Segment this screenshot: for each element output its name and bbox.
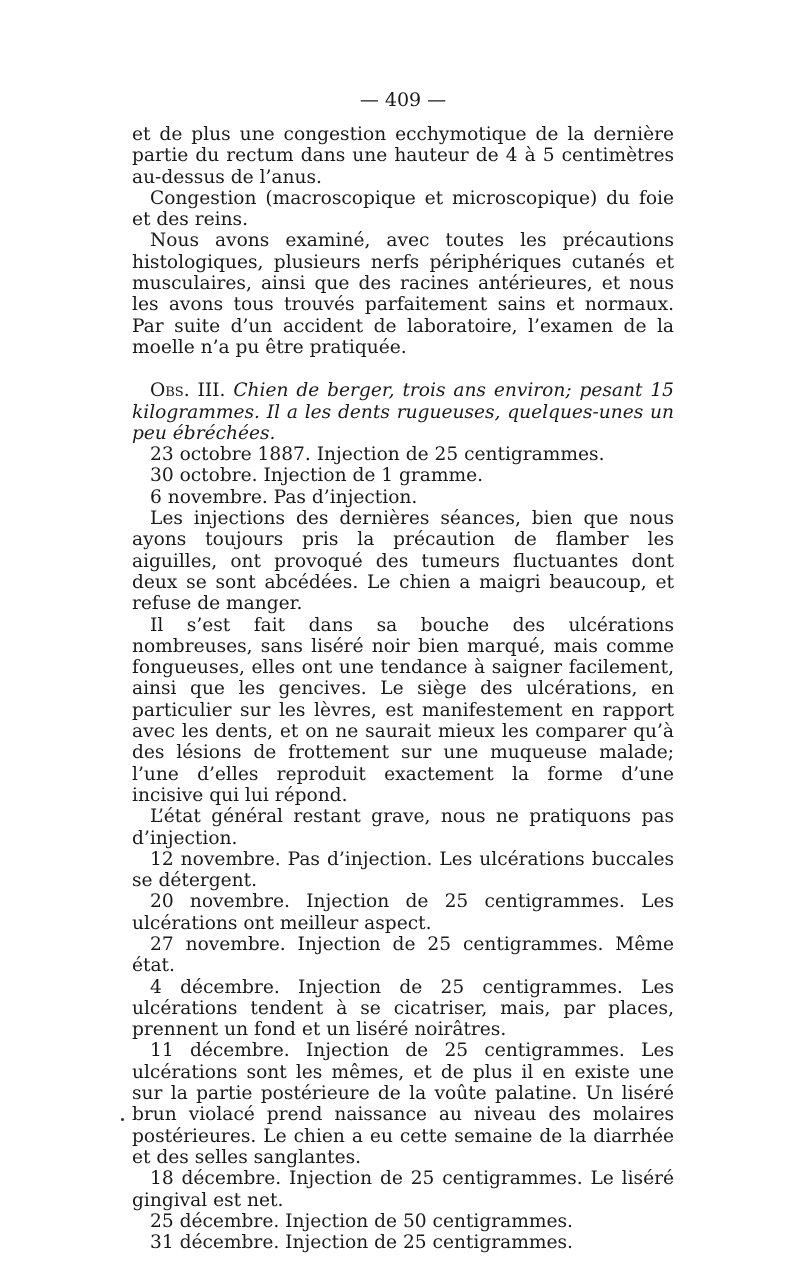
paragraph-continuation: et de plus une congestion ecchymotique de la dernière partie du rectum dans une hauteur de 4 à 5 centimètres au-dessus de l’anus. (132, 124, 674, 188)
page-number: — 409 — (359, 89, 447, 111)
entry-6-novembre: 6 novembre. Pas d’injection. (150, 486, 418, 508)
paragraph-etat-general: L’état général restant grave, nous ne pratiquons pas d’injection. (132, 806, 674, 849)
ink-speck (121, 1118, 124, 1121)
entry-30-octobre: 30 octobre. Injection de 1 gramme. (150, 465, 484, 487)
observation-title: Chien de berger, trois ans environ; pesant 15 kilogrammes. Il a les dents rugueuses, quelques-unes un peu ébréchées. (132, 380, 674, 444)
paragraph-congestion: Congestion (macroscopique et microscopique) du foie et des reins. (132, 187, 674, 231)
book-page (132, 88, 674, 1253)
observation-label: Obs. III. (150, 380, 226, 402)
paragraph-ulcerations: Il s’est fait dans sa bouche des ulcérations nombreuses, sans liséré noir bien marqué, mais comme fongueuses, elles ont une tendance à saigner facilement, ainsi que les gencives. Le siège des ulcérations, en particulier sur les lèvres, est manifestement en rapport avec les dents, et on ne saurait mieux les comparer qu’à des lésions de frottement sur une muqueuse malade; l’une d’elles reproduit exactement la forme d’une incisive qui lui répond. (132, 614, 674, 806)
entry-27-novembre: 27 novembre. Injection de 25 centigrammes. Même état. (132, 933, 674, 977)
entry-4-decembre: 4 décembre. Injection de 25 centigrammes. Les ulcérations tendent à se cicatriser, mais, par places, prennent un fond et un liséré noirâtres. (132, 976, 674, 1041)
section-gap (132, 358, 674, 380)
entry-18-decembre: 18 décembre. Injection de 25 centigrammes. Le liséré gingival est net. (132, 1168, 674, 1211)
observation-heading (132, 380, 674, 444)
entry-25-decembre: 25 décembre. Injection de 50 centigrammes. (150, 1210, 573, 1232)
entry-12-novembre: 12 novembre. Pas d’injection. Les ulcérations buccales se détergent. (132, 848, 674, 892)
entry-23-octobre: 23 octobre 1887. Injection de 25 centigrammes. (150, 444, 605, 466)
paragraph-injections: Les injections des dernières séances, bien que nous ayons toujours pris la précaution de flamber les aiguilles, ont provoqué des tumeurs fluctuantes dont deux se sont abcédées. Le chien a maigri beaucoup, et refuse de manger. (132, 508, 674, 615)
entry-31-decembre: 31 décembre. Injection de 25 centigrammes. (150, 1232, 573, 1254)
entry-20-novembre: 20 novembre. Injection de 25 centigrammes. Les ulcérations ont meilleur aspect. (132, 891, 674, 934)
entry-11-decembre: 11 décembre. Injection de 25 centigrammes. Les ulcérations sont les mêmes, et de plus il en existe une sur la partie postérieure de la voûte palatine. Un liséré brun violacé prend naissance au niveau des molaires postérieures. Le chien a eu cette semaine de la diarrhée et des selles sanglantes. (132, 1040, 674, 1168)
paragraph-examination: Nous avons examiné, avec toutes les précautions histologiques, plusieurs nerfs périphériques cutanés et musculaires, ainsi que des racines antérieures, et nous les avons tous trouvés parfaitement sains et normaux. Par suite d’un accident de laboratoire, l’examen de la moelle n’a pu être pratiquée. (132, 230, 674, 358)
